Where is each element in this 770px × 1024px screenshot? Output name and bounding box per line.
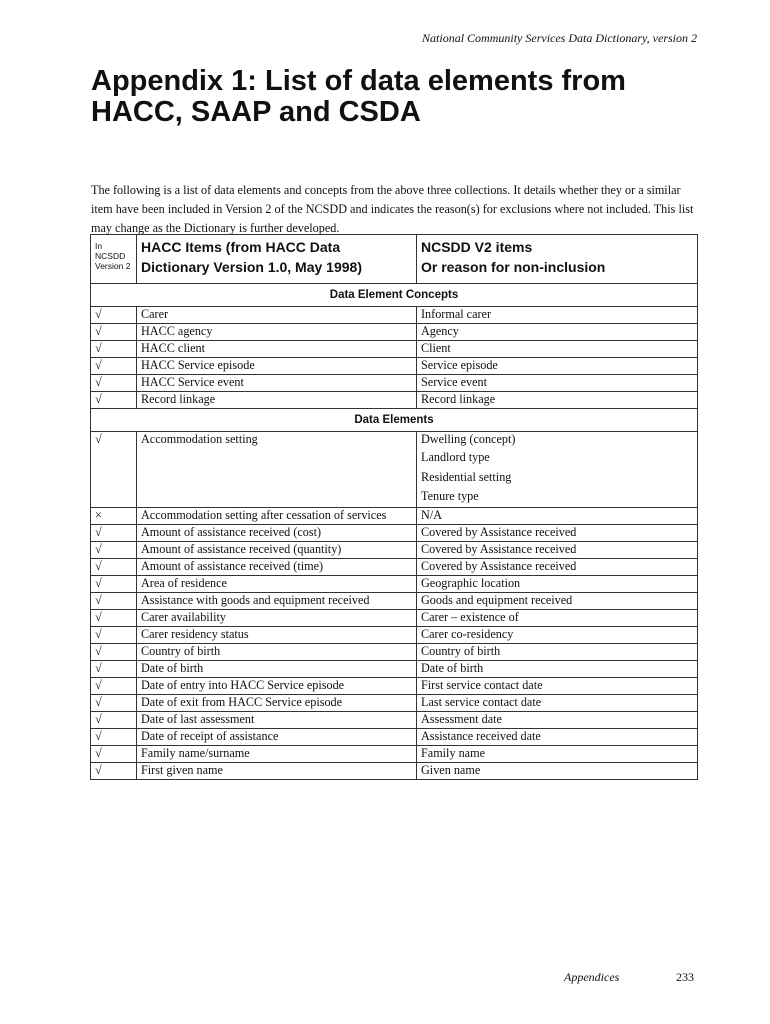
table-row	[91, 558, 698, 575]
ncsdd-item-cell	[417, 677, 698, 694]
page-title: Appendix 1: List of data elements from HACC, SAAP and CSDA	[91, 65, 626, 128]
header-hacc-items	[137, 235, 417, 284]
table-row	[91, 592, 698, 609]
excluded-mark: ×	[91, 507, 137, 524]
ncsdd-item-cell	[417, 711, 698, 728]
page-number: 233	[676, 970, 694, 984]
ncsdd-item-cell	[417, 592, 698, 609]
table-header-row	[91, 235, 698, 284]
hacc-item-cell: HACC Service event	[137, 375, 417, 392]
hacc-item-cell: HACC client	[137, 341, 417, 358]
included-checkmark: √	[91, 375, 137, 392]
included-checkmark: √	[91, 643, 137, 660]
hacc-item-cell: Carer availability	[137, 609, 417, 626]
ncsdd-item: Covered by Assistance received	[421, 541, 577, 556]
ncsdd-item-cell	[417, 694, 698, 711]
ncsdd-item: Dwelling (concept)	[421, 432, 516, 446]
header-in-line: Version 2	[95, 261, 131, 271]
ncsdd-item-cell	[417, 341, 698, 358]
ncsdd-item-cell	[417, 524, 698, 541]
header-hacc-line: Dictionary Version 1.0, May 1998)	[141, 259, 362, 275]
ncsdd-item: N/A	[421, 507, 442, 522]
hacc-item-cell: Accommodation setting	[137, 432, 417, 508]
included-checkmark: √	[91, 524, 137, 541]
table-row	[91, 358, 698, 375]
ncsdd-item: Last service contact date	[421, 694, 542, 709]
table-row	[91, 575, 698, 592]
table-body	[91, 284, 698, 780]
hacc-item-cell: Accommodation setting after cessation of services	[137, 507, 417, 524]
hacc-item-cell: Amount of assistance received (time)	[137, 558, 417, 575]
ncsdd-item-cell	[417, 541, 698, 558]
hacc-item-cell: Assistance with goods and equipment received	[137, 592, 417, 609]
ncsdd-item-cell	[417, 375, 698, 392]
hacc-item-cell: Country of birth	[137, 643, 417, 660]
table-row	[91, 307, 698, 324]
ncsdd-item: Assistance received date	[421, 728, 541, 743]
included-checkmark: √	[91, 575, 137, 592]
included-checkmark: √	[91, 592, 137, 609]
header-ncsdd-line: Or reason for non-inclusion	[421, 259, 606, 275]
included-checkmark: √	[91, 392, 137, 409]
included-checkmark: √	[91, 432, 137, 508]
hacc-item-cell: Carer residency status	[137, 626, 417, 643]
table-row	[91, 507, 698, 524]
ncsdd-item-cell	[417, 558, 698, 575]
table-row	[91, 324, 698, 341]
ncsdd-item-cell	[417, 507, 698, 524]
ncsdd-item: Family name	[421, 745, 485, 760]
ncsdd-item-cell	[417, 660, 698, 677]
hacc-item-cell: Area of residence	[137, 575, 417, 592]
header-ncsdd-items	[417, 235, 698, 284]
hacc-item-cell: Date of exit from HACC Service episode	[137, 694, 417, 711]
ncsdd-item: Record linkage	[421, 392, 496, 406]
ncsdd-item: Goods and equipment received	[421, 592, 573, 607]
data-elements-table	[90, 234, 698, 780]
table-row	[91, 762, 698, 779]
included-checkmark: √	[91, 358, 137, 375]
hacc-item-cell: Family name/surname	[137, 745, 417, 762]
included-checkmark: √	[91, 558, 137, 575]
header-hacc-line: HACC Items (from HACC Data	[141, 239, 341, 255]
included-checkmark: √	[91, 745, 137, 762]
hacc-item-cell: Carer	[137, 307, 417, 324]
ncsdd-item-cell	[417, 392, 698, 409]
included-checkmark: √	[91, 324, 137, 341]
section-heading: Data Elements	[91, 409, 698, 432]
header-in-line: In	[95, 241, 103, 251]
included-checkmark: √	[91, 660, 137, 677]
ncsdd-item: Country of birth	[421, 643, 501, 658]
table-row	[91, 375, 698, 392]
ncsdd-item: Date of birth	[421, 660, 484, 675]
ncsdd-item-cell	[417, 575, 698, 592]
ncsdd-item-cell	[417, 609, 698, 626]
ncsdd-item: Informal carer	[421, 307, 492, 321]
ncsdd-item: Covered by Assistance received	[421, 558, 577, 573]
table-row	[91, 541, 698, 558]
table-row	[91, 341, 698, 358]
header-in-ncsdd	[91, 235, 137, 284]
ncsdd-item: Agency	[421, 324, 459, 338]
hacc-item-cell: First given name	[137, 762, 417, 779]
hacc-item-cell: Date of receipt of assistance	[137, 728, 417, 745]
ncsdd-item: Tenure type	[421, 489, 479, 503]
table-row	[91, 392, 698, 409]
table-row	[91, 643, 698, 660]
included-checkmark: √	[91, 762, 137, 779]
ncsdd-item-cell	[417, 762, 698, 779]
table-row	[91, 524, 698, 541]
footer-section-label: Appendices	[564, 970, 620, 984]
ncsdd-item-cell	[417, 643, 698, 660]
ncsdd-item: Given name	[421, 762, 481, 777]
table-row	[91, 694, 698, 711]
included-checkmark: √	[91, 677, 137, 694]
ncsdd-item: Service episode	[421, 358, 498, 372]
ncsdd-item-cell	[417, 324, 698, 341]
table-row	[91, 432, 698, 508]
section-row	[91, 284, 698, 307]
ncsdd-item-cell	[417, 626, 698, 643]
ncsdd-item-cell	[417, 307, 698, 324]
ncsdd-item: Carer co-residency	[421, 626, 514, 641]
ncsdd-item: Covered by Assistance received	[421, 524, 577, 539]
table-row	[91, 626, 698, 643]
hacc-item-cell: HACC agency	[137, 324, 417, 341]
ncsdd-item: Assessment date	[421, 711, 502, 726]
table-row	[91, 711, 698, 728]
ncsdd-item: Carer – existence of	[421, 609, 519, 624]
included-checkmark: √	[91, 341, 137, 358]
ncsdd-item-cell	[417, 432, 698, 508]
table-row	[91, 728, 698, 745]
included-checkmark: √	[91, 307, 137, 324]
ncsdd-item: Geographic location	[421, 575, 521, 590]
section-row	[91, 409, 698, 432]
table-row	[91, 660, 698, 677]
intro-paragraph: The following is a list of data elements and concepts from the above three collections. It details whether they or a similar item have been included in Version 2 of the NCSDD and indicates the reason(s) for exclusions where not included. This list may change as the Dictionary is further developed.	[91, 183, 694, 235]
ncsdd-item-cell	[417, 358, 698, 375]
ncsdd-item: Residential setting	[421, 469, 512, 484]
header-in-line: NCSDD	[95, 251, 126, 261]
hacc-item-cell: Amount of assistance received (quantity)	[137, 541, 417, 558]
included-checkmark: √	[91, 728, 137, 745]
included-checkmark: √	[91, 626, 137, 643]
header-ncsdd-line: NCSDD V2 items	[421, 239, 533, 255]
hacc-item-cell: Date of birth	[137, 660, 417, 677]
table-row	[91, 609, 698, 626]
included-checkmark: √	[91, 694, 137, 711]
hacc-item-cell: Date of entry into HACC Service episode	[137, 677, 417, 694]
running-header: National Community Services Data Dictionary, version 2	[422, 31, 697, 45]
included-checkmark: √	[91, 541, 137, 558]
table-row	[91, 677, 698, 694]
ncsdd-item: Service event	[421, 375, 487, 389]
ncsdd-item: Landlord type	[421, 450, 490, 464]
ncsdd-item: Client	[421, 341, 451, 355]
hacc-item-cell: Record linkage	[137, 392, 417, 409]
section-heading: Data Element Concepts	[91, 284, 698, 307]
included-checkmark: √	[91, 609, 137, 626]
ncsdd-item-cell	[417, 745, 698, 762]
hacc-item-cell: Amount of assistance received (cost)	[137, 524, 417, 541]
included-checkmark: √	[91, 711, 137, 728]
hacc-item-cell: HACC Service episode	[137, 358, 417, 375]
ncsdd-item-cell	[417, 728, 698, 745]
hacc-item-cell: Date of last assessment	[137, 711, 417, 728]
ncsdd-item: First service contact date	[421, 677, 543, 692]
table-row	[91, 745, 698, 762]
